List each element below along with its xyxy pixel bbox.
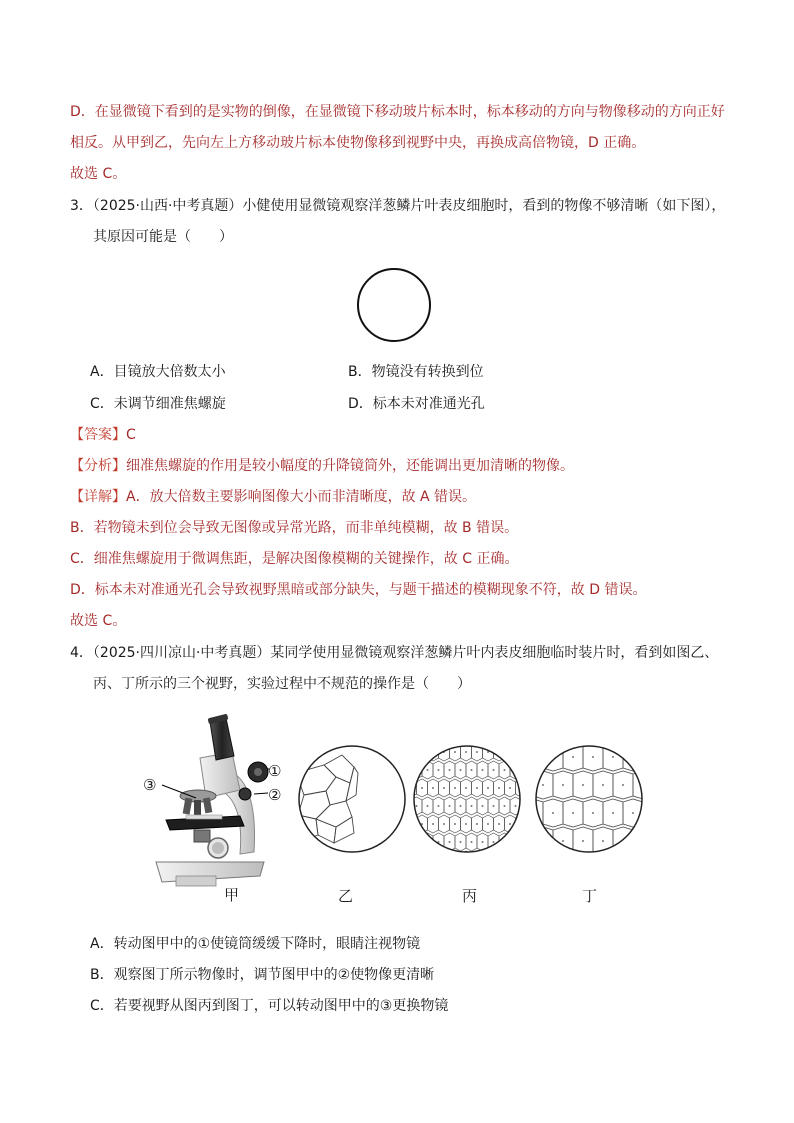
cell-outline [505,851,516,855]
cell-nucleus [411,823,412,825]
cell-nucleus [572,756,574,758]
cell-nucleus [411,787,412,789]
cell-outline [633,771,645,799]
q3-option-b: B．物镜没有转换到位 [348,364,484,380]
cell-outline [428,851,439,855]
cell-nucleus [411,751,412,753]
cell-nucleus [642,784,644,786]
q4-stem-line1: 4．（2025·四川凉山·中考真题）某同学使用显微镜观察洋葱鳞片叶内表皮细胞临时装片时，看到如图乙、 [70,645,719,661]
cell-nucleus [520,751,522,753]
cell-nucleus [476,787,478,789]
q3-answer-tag: 【答案】 [70,427,126,443]
cell-nucleus [416,805,418,807]
cell-nucleus [493,769,495,771]
cell-nucleus [504,769,506,771]
cell-nucleus [438,769,440,771]
cell-outline [411,815,417,833]
cell-nucleus [498,823,500,825]
cell-nucleus [632,812,634,814]
cell-nucleus [421,751,423,753]
cell-nucleus [493,805,495,807]
field-of-view-yi [296,743,408,855]
cell-outline [533,827,553,855]
cell-nucleus [427,805,429,807]
cell-outline [521,797,523,815]
cell-nucleus [421,787,423,789]
cell-nucleus [498,751,500,753]
cell-outline [643,799,645,827]
field-of-view-bing [411,743,523,855]
cell-nucleus [438,805,440,807]
cell-nucleus [552,812,554,814]
q4-stem-line2: 丙、丁所示的三个视野，实验过程中不规范的操作是（ ） [93,676,471,692]
cell-outline [623,743,643,771]
figure-label-ding: 丁 [582,887,598,905]
q3-option-a: A．目镜放大倍数太小 [90,364,226,380]
cell-nucleus [493,841,495,843]
cell-nucleus [454,787,456,789]
cell-outline [417,743,428,761]
cell-outline [483,851,494,855]
q3-detail-d: D．标本未对准通光孔会导致视野黑暗或部分缺失，与题干描述的模糊现象不符，故 D 错误。 [70,582,647,598]
cell-nucleus [582,784,584,786]
q3-stem-line2: 其原因可能是（ ） [93,229,233,245]
q3-detail-tag: 【详解】 [70,489,126,505]
cell-nucleus [427,769,429,771]
cell-outline [411,743,417,761]
q3-detail-b: B．若物镜未到位会导致无图像或异常光路，而非单纯模糊，故 B 错误。 [70,520,519,536]
cell-outline [422,833,433,851]
prev-answer-d-line2: 相反。从甲到乙，先向左上方移动玻片标本使物像移到视野中央，再换成高倍物镜，D 正确。 [70,135,646,151]
q3-detail-row [70,487,476,507]
cell-nucleus [460,805,462,807]
q3-analysis-row [70,456,574,476]
cell-outline [411,833,422,851]
cell-nucleus [520,787,522,789]
cell-outline [643,743,645,771]
cell-nucleus [487,823,489,825]
cell-outline [494,851,505,855]
cell-nucleus [454,751,456,753]
cell-nucleus [622,784,624,786]
q3-detail-c: C．细准焦螺旋用于微调焦距，是解决图像模糊的关键操作，故 C 正确。 [70,551,519,567]
cell-nucleus [612,812,614,814]
cell-outline [516,743,524,761]
cell-nucleus [592,756,594,758]
cell-nucleus [592,812,594,814]
cell-nucleus [509,823,511,825]
cell-nucleus [602,784,604,786]
cell-nucleus [432,787,434,789]
marker-3: ③ [143,776,157,794]
q3-blurry-field-circle [355,266,433,344]
prev-answer-choice: 故选 C。 [70,166,127,182]
cell-nucleus [476,823,478,825]
q3-answer: C [126,427,136,443]
microscope-leader-lines [150,760,280,810]
cell-nucleus [449,841,451,843]
cell-nucleus [443,787,445,789]
cell-nucleus [471,769,473,771]
cell-outline [417,851,428,855]
cell-outline [510,833,521,851]
cell-outline [521,761,523,779]
cell-nucleus [552,756,554,758]
cell-nucleus [515,841,517,843]
q4-option-a: A．转动图甲中的①使镜筒缓缓下降时，眼睛注视物镜 [90,936,421,952]
cell-nucleus [465,751,467,753]
q3-analysis-tag: 【分析】 [70,458,126,474]
cell-nucleus [562,840,564,842]
cell-nucleus [632,756,634,758]
cell-nucleus [520,823,522,825]
cell-nucleus [460,769,462,771]
q3-analysis: 细准焦螺旋的作用是较小幅度的升降镜筒外，还能调出更加清晰的物像。 [126,458,574,474]
field-of-view-ding [533,743,645,855]
cell-outline [439,851,450,855]
cell-outline [411,851,417,855]
cell-nucleus [449,805,451,807]
cell-nucleus [416,841,418,843]
cell-nucleus [471,805,473,807]
cell-outline [533,743,543,771]
q4-option-b: B．观察图丁所示物像时，调节图甲中的②使物像更清晰 [90,967,435,983]
cell-nucleus [582,840,584,842]
cell-nucleus [515,769,517,771]
cell-nucleus [504,805,506,807]
cell-outline [494,743,505,761]
cell-nucleus [509,787,511,789]
cell-nucleus [602,840,604,842]
cell-nucleus [476,751,478,753]
cell-nucleus [432,751,434,753]
marker-2: ② [268,786,282,804]
cell-nucleus [612,756,614,758]
cell-nucleus [482,805,484,807]
q3-stem-line1: 3．（2025·山西·中考真题）小健使用显微镜观察洋葱鳞片叶表皮细胞时，看到的物像不够清晰（如下图）， [70,198,726,214]
cell-nucleus [449,769,451,771]
cell-nucleus [482,841,484,843]
cell-nucleus [471,841,473,843]
cell-outline [613,827,633,855]
cell-nucleus [533,812,534,814]
cell-nucleus [515,805,517,807]
cell-nucleus [498,787,500,789]
cell-outline [521,833,523,851]
cell-nucleus [509,751,511,753]
cell-nucleus [443,823,445,825]
cell-nucleus [427,841,429,843]
cell-nucleus [533,756,534,758]
figure-label-yi: 乙 [338,887,354,905]
cell-nucleus [465,823,467,825]
q3-choice: 故选 C。 [70,613,127,629]
cell-nucleus [416,769,418,771]
cell-outline [411,761,422,779]
cell-nucleus [465,787,467,789]
cell-nucleus [542,840,544,842]
cell-nucleus [432,823,434,825]
q3-option-c: C．未调节细准焦螺旋 [90,396,226,412]
marker-1: ① [268,762,282,780]
cell-nucleus [460,841,462,843]
cell-outline [633,827,645,855]
figure-label-bing: 丙 [462,887,478,905]
figure-label-jia: 甲 [224,886,240,904]
cell-nucleus [542,784,544,786]
cell-nucleus [482,769,484,771]
cell-nucleus [504,841,506,843]
q3-detail-a: A．放大倍数主要影响图像大小而非清晰度，故 A 错误。 [126,489,477,505]
prev-answer-d-line1: D．在显微镜下看到的是实物的倒像，在显微镜下移动玻片标本时，标本移动的方向与物像移动的方向正好 [70,104,725,120]
cell-nucleus [454,823,456,825]
q4-option-c: C．若要视野从图丙到图丁，可以转动图甲中的③更换物镜 [90,998,449,1014]
cell-nucleus [642,840,644,842]
q3-answer-row [70,425,136,445]
cell-nucleus [562,784,564,786]
cell-outline [505,743,516,761]
cell-nucleus [487,787,489,789]
cell-nucleus [572,812,574,814]
cell-outline [516,851,524,855]
q3-option-d: D．标本未对准通光孔 [348,396,485,412]
